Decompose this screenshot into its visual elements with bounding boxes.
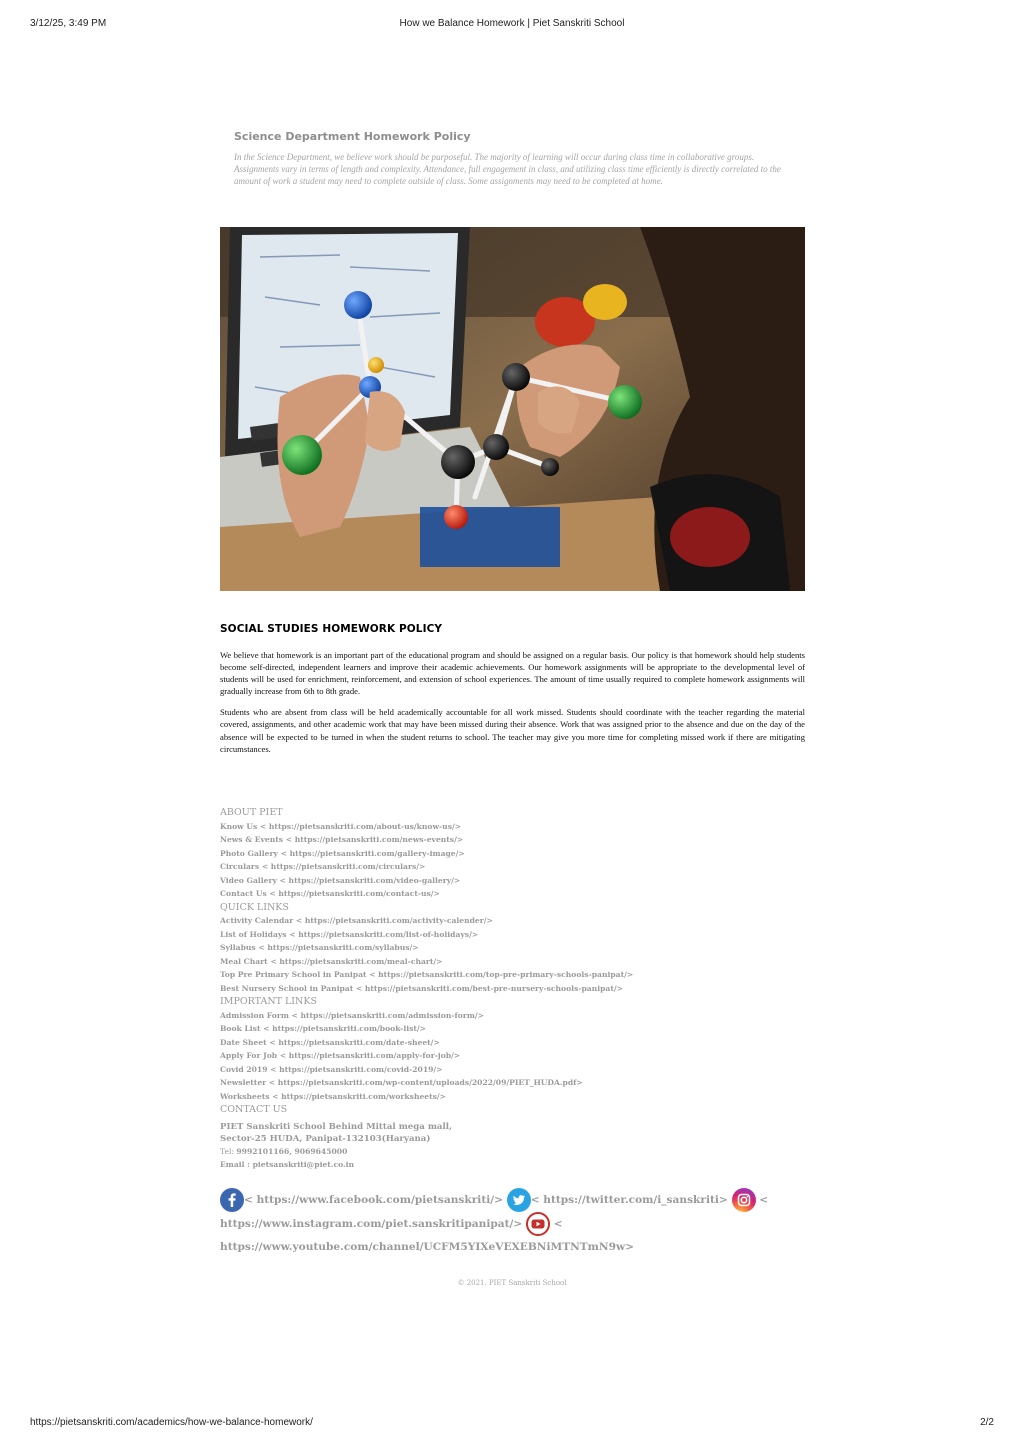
address-line: Sector-25 HUDA, Panipat-132103(Haryana): [220, 1133, 431, 1144]
footer-link-list-of-holidays[interactable]: List of Holidays < https://pietsanskriti.com/list-of-holidays/>: [220, 929, 479, 939]
print-url: https://pietsanskriti.com/academics/how-we-balance-homework/: [30, 1417, 313, 1428]
social-studies-title: SOCIAL STUDIES HOMEWORK POLICY: [220, 623, 443, 635]
footer-link-admission-form[interactable]: Admission Form < https://pietsanskriti.com/admission-form/>: [220, 1010, 485, 1020]
social-links: [220, 1188, 780, 1258]
quick-links-heading: QUICK LINKS: [220, 901, 289, 913]
print-page-title: How we Balance Homework | Piet Sanskriti School: [399, 18, 625, 29]
footer-link-worksheets[interactable]: Worksheets < https://pietsanskriti.com/worksheets/>: [220, 1091, 447, 1101]
phone-label: Tel:: [220, 1146, 234, 1156]
footer-link-contact-us[interactable]: Contact Us < https://pietsanskriti.com/contact-us/>: [220, 889, 440, 898]
footer-link-newsletter[interactable]: Newsletter < https://pietsanskriti.com/wp-content/uploads/2022/09/PIET_HUDA.pdf>: [220, 1078, 583, 1087]
youtube-link-prefix: <: [553, 1218, 563, 1230]
print-page-number: 2/2: [980, 1417, 994, 1428]
social-studies-paragraph: We believe that homework is an important part of the educational program and should be assigned on a regular basis. Our policy is that homework should help students become self-directed, independent learners and improve their academic achievements. Our homework assignments will be appropriate to the developmental level of students will be used for enrichment, reinforcement, and extension of school experiences. The amount of time usually required to complete homework assignments will gradually increase from 6th to 8th grade.: [220, 650, 805, 697]
facebook-link[interactable]: < https://www.facebook.com/pietsanskriti/>: [244, 1194, 503, 1206]
contact-heading: CONTACT US: [220, 1104, 288, 1115]
footer-link-news-events[interactable]: News & Events < https://pietsanskriti.com/news-events/>: [220, 835, 464, 844]
phone-line: [220, 1145, 820, 1159]
footer-link-photo-gallery[interactable]: Photo Gallery < https://pietsanskriti.com/gallery-image/>: [220, 848, 465, 858]
youtube-icon[interactable]: [526, 1212, 550, 1236]
twitter-icon[interactable]: [507, 1188, 531, 1212]
footer-link-know-us[interactable]: Know Us < https://pietsanskriti.com/about-us/know-us/>: [220, 821, 462, 831]
social-studies-section: [220, 623, 805, 764]
science-policy-title: Science Department Homework Policy: [234, 130, 471, 143]
science-policy-body: In the Science Department, we believe work should be purposeful. The majority of learning will occur during class time in collaborative groups. Assignments vary in terms of length and complexity. Attendance, full engagement in class, and utilizing class time efficiently is directly correlated to the amount of work a student may need to complete outside of class. Some assignments may need to be completed at home.: [234, 152, 781, 187]
youtube-link[interactable]: https://www.youtube.com/channel/UCFM5YIXeVEXEBNiMTNTmN9w>: [220, 1241, 634, 1253]
copyright: © 2021. PIET Sanskriti School: [457, 1279, 567, 1287]
footer-link-apply-for-job[interactable]: Apply For Job < https://pietsanskriti.com/apply-for-job/>: [220, 1051, 461, 1060]
footer-link-activity-calendar[interactable]: Activity Calendar < https://pietsanskriti.com/activity-calender/>: [220, 916, 493, 925]
footer-link-top-pre-primary[interactable]: Top Pre Primary School in Panipat < https://pietsanskriti.com/top-pre-primary-schools-panipat/>: [220, 970, 634, 979]
print-datetime: 3/12/25, 3:49 PM: [30, 18, 107, 29]
instagram-link-prefix: <: [759, 1194, 769, 1206]
footer-link-book-list[interactable]: Book List < https://pietsanskriti.com/book-list/>: [220, 1024, 427, 1033]
molecule-model-photo: [220, 227, 805, 591]
footer-link-video-gallery[interactable]: Video Gallery < https://pietsanskriti.com/video-gallery/>: [220, 875, 461, 885]
email-text[interactable]: Email : pietsanskriti@piet.co.in: [220, 1160, 355, 1169]
footer-link-covid-2019[interactable]: Covid 2019 < https://pietsanskriti.com/covid-2019/>: [220, 1064, 443, 1074]
phone-number[interactable]: 9992101166, 9069645000: [236, 1146, 348, 1156]
footer-link-syllabus[interactable]: Syllabus < https://pietsanskriti.com/syllabus/>: [220, 943, 419, 952]
about-heading: ABOUT PIET: [220, 807, 283, 818]
address-line: PIET Sanskriti School Behind Mittal mega mall,: [220, 1121, 453, 1132]
facebook-icon[interactable]: [220, 1188, 244, 1212]
footer-link-circulars[interactable]: Circulars < https://pietsanskriti.com/circulars/>: [220, 862, 426, 871]
instagram-icon[interactable]: [732, 1188, 756, 1212]
important-links-heading: IMPORTANT LINKS: [220, 996, 317, 1007]
site-footer: [220, 806, 820, 1172]
footer-link-date-sheet[interactable]: Date Sheet < https://pietsanskriti.com/date-sheet/>: [220, 1037, 440, 1047]
footer-link-best-nursery[interactable]: Best Nursery School in Panipat < https://pietsanskriti.com/best-pre-nursery-schools-panipat/>: [220, 983, 623, 993]
social-studies-paragraph: Students who are absent from class will be held academically accountable for all work missed. Students should coordinate with the teacher regarding the material covered, assignments, and other academic work that may have been missed during their absence. Work that was assigned prior to the absence and due on the day of the absence will be expected to be turned in when the student returns to school. The teacher may give you more time for completing missed work if there are mitigating circumstances.: [220, 707, 805, 754]
twitter-link[interactable]: < https://twitter.com/i_sanskriti>: [530, 1194, 728, 1206]
science-policy-section: [234, 130, 794, 188]
instagram-link[interactable]: https://www.instagram.com/piet.sanskritipanipat/>: [220, 1218, 523, 1230]
footer-link-meal-chart[interactable]: Meal Chart < https://pietsanskriti.com/meal-chart/>: [220, 956, 443, 966]
email-line[interactable]: [220, 1158, 820, 1172]
